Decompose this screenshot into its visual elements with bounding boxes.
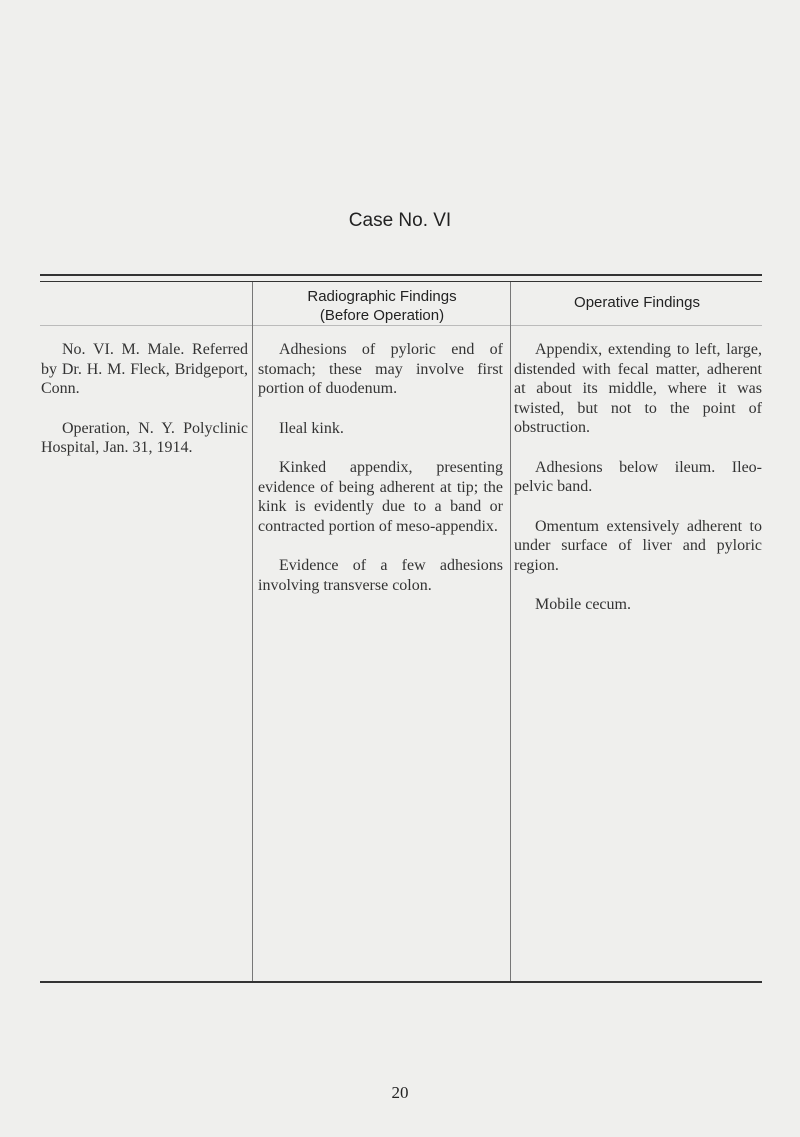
column-divider-1 xyxy=(252,282,253,982)
page-title: Case No. VI xyxy=(348,210,452,231)
radiographic-paragraph: Ileal kink. xyxy=(279,419,344,437)
table-bottom-rule xyxy=(40,981,762,983)
header-radiographic-line2: (Before Operation) xyxy=(319,307,445,324)
header-radiographic xyxy=(254,287,510,325)
operative-paragraph: Adhesions below ileum. Ileo-pelvic band. xyxy=(514,458,762,495)
operative-paragraph: Mobile cecum. xyxy=(535,596,631,613)
patient-paragraph: No. VI. M. Male. Referred by Dr. H. M. Fleck, Bridgeport, Conn. xyxy=(41,341,248,397)
patient-column xyxy=(41,340,248,478)
header-radiographic-line1: Radiographic Findings xyxy=(307,288,457,305)
radiographic-paragraph: Adhesions of pyloric end of stomach; these may involve first portion of duodenum. xyxy=(258,341,503,397)
operative-column xyxy=(514,340,762,635)
column-divider-2 xyxy=(510,282,511,982)
radiographic-paragraph: Kinked appendix, presenting evidence of being adherent at tip; the kink is evidently due to a band or contracted portion of meso-appendix. xyxy=(258,459,503,535)
header-divider xyxy=(40,325,762,326)
patient-paragraph: Operation, N. Y. Polyclinic Hospital, Jan. 31, 1914. xyxy=(41,419,248,456)
header-operative: Operative Findings xyxy=(574,294,700,311)
operative-paragraph: Appendix, extending to left, large, distended with fecal matter, adherent at about its middle, where it was twisted, but not to the point of obstruction. xyxy=(514,341,762,436)
radiographic-paragraph: Evidence of a few adhesions involving transverse colon. xyxy=(258,557,503,594)
radiographic-column xyxy=(258,340,503,615)
table-top-double-rule xyxy=(40,274,762,282)
page-number: 20 xyxy=(391,1083,409,1102)
operative-paragraph: Omentum extensively adherent to under surface of liver and pyloric region. xyxy=(514,517,762,574)
